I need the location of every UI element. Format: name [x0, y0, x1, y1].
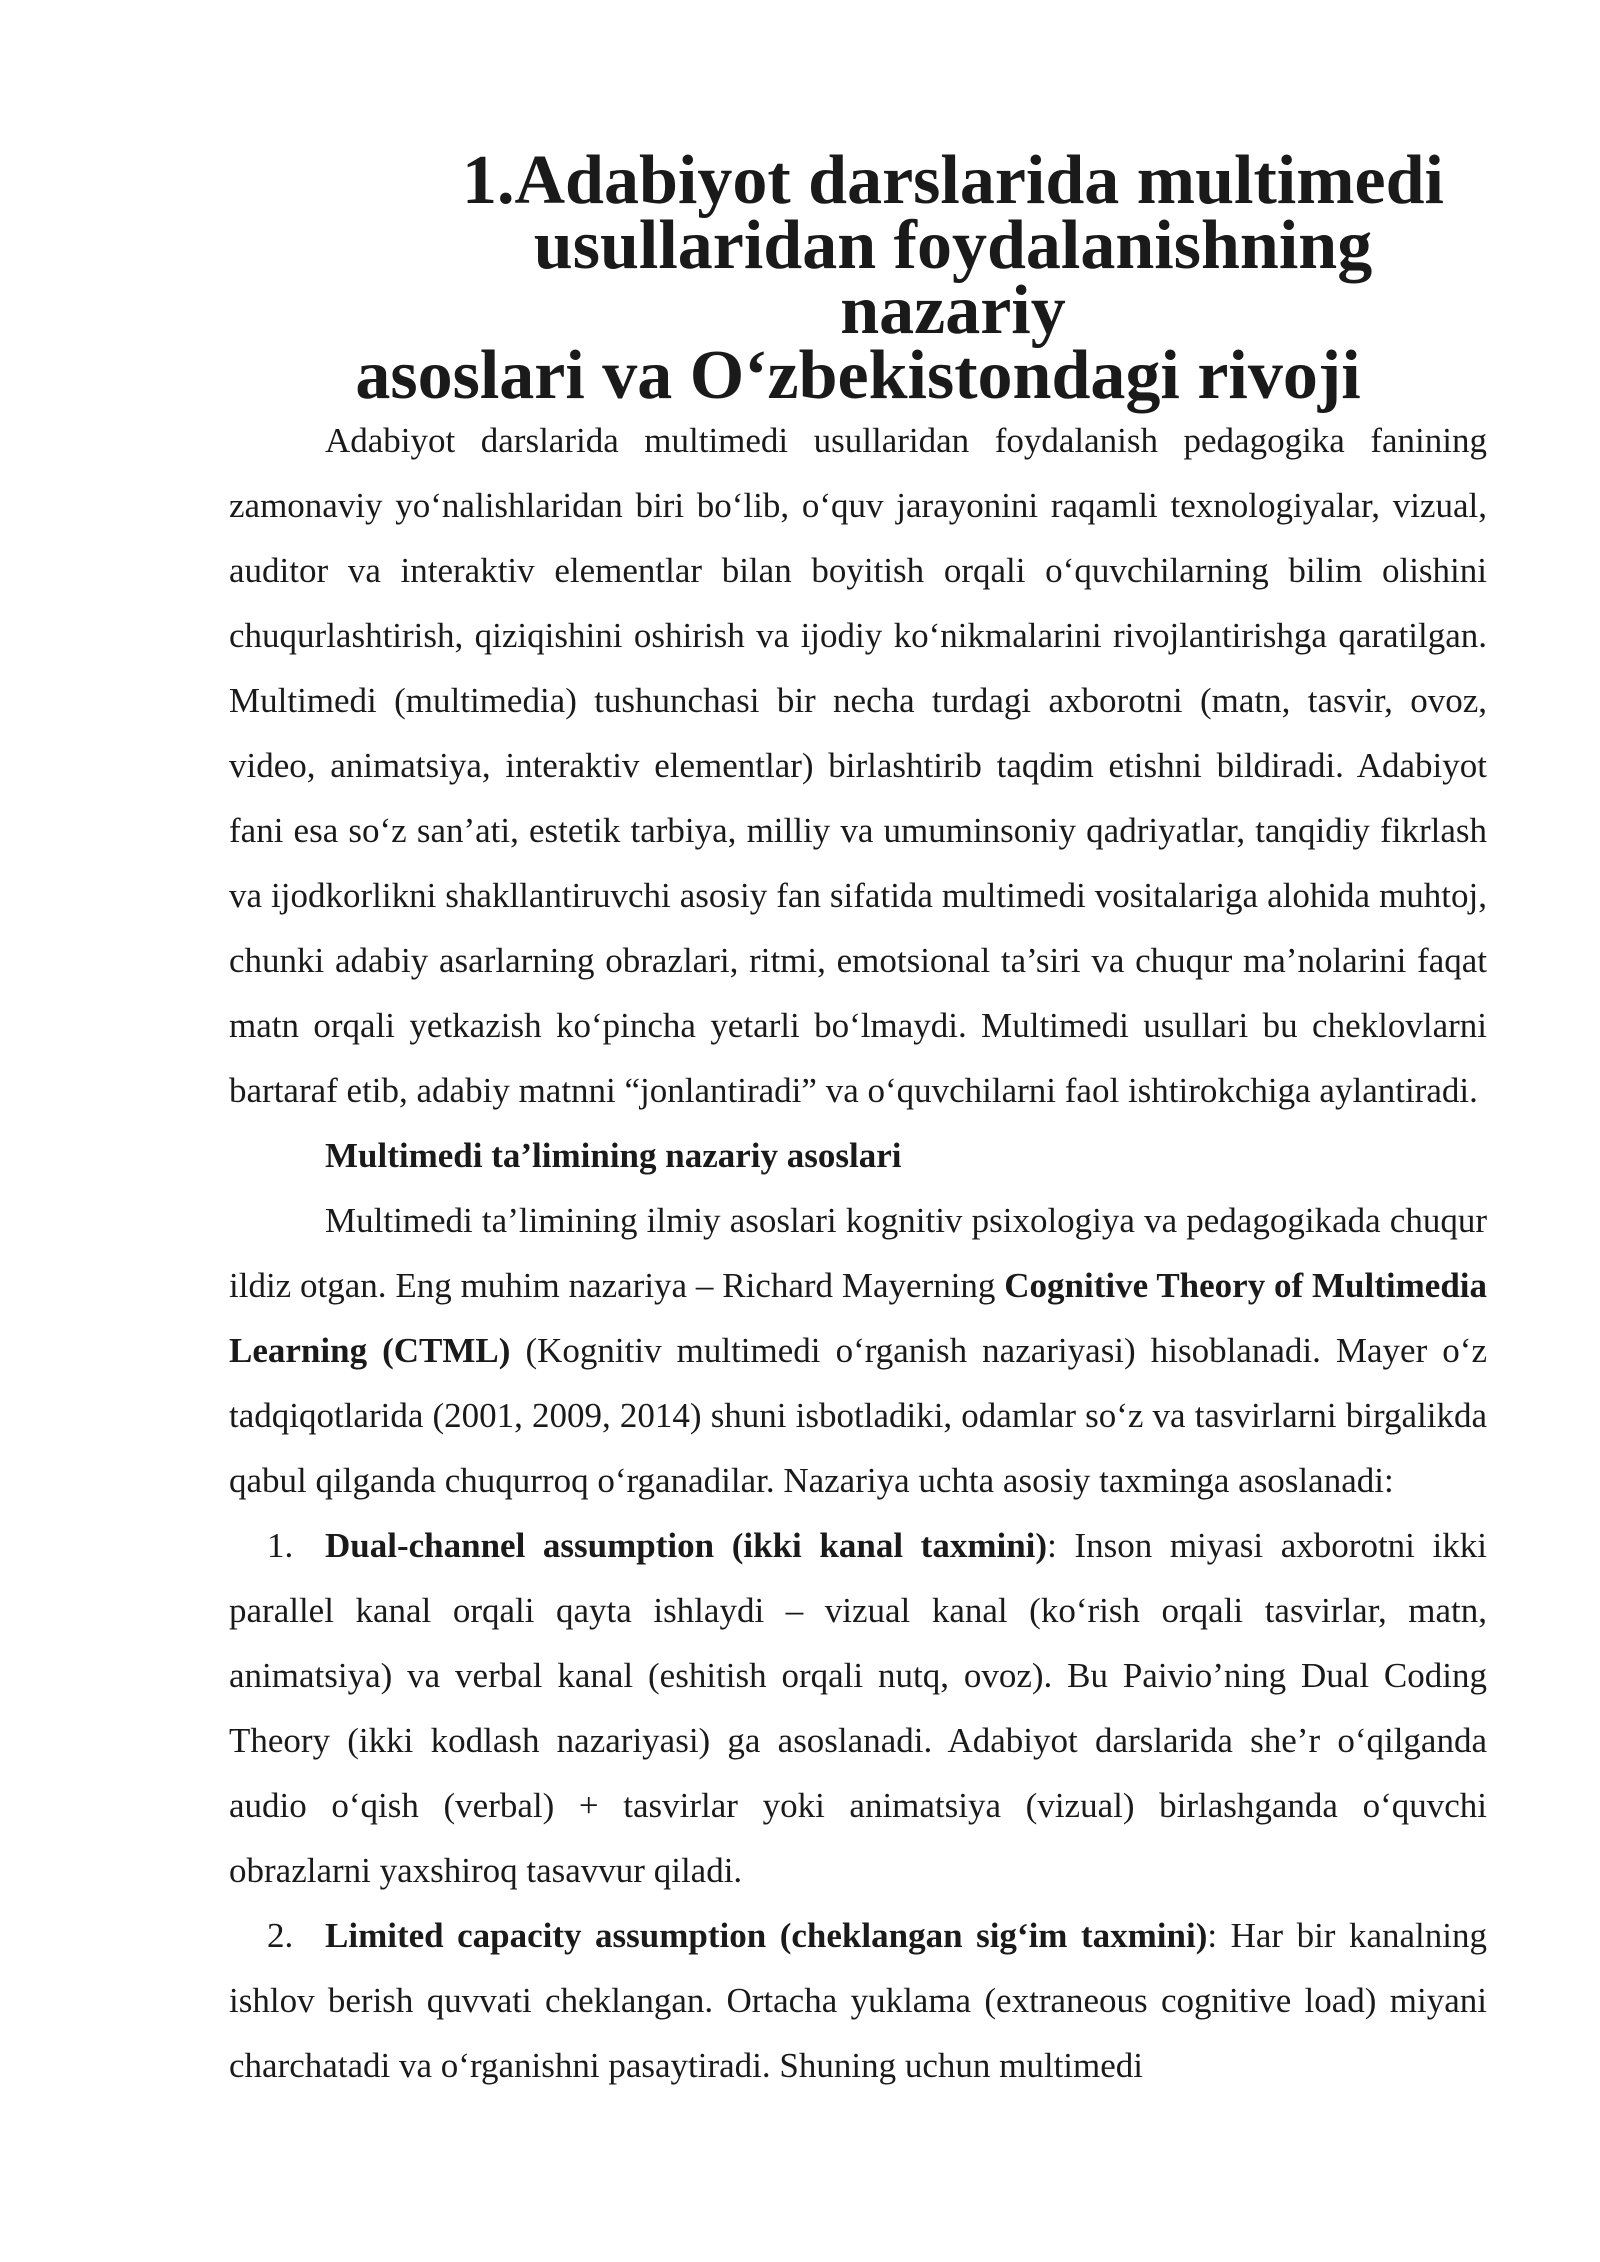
title-line-1: 1.Adabiyot darslarida multimedi usullaridan foydalanishning nazariy [461, 142, 1445, 349]
title-line-2: asoslari va O‘zbekistondagi rivoji [355, 337, 1361, 414]
document-page [229, 142, 1488, 2098]
list-text-1: : Inson miyasi axborotni ikki parallel kanal orqali qayta ishlaydi – vizual kanal (ko‘rish orqali tasvirlar, matn, animatsiya) va verbal kanal (eshitish orqali nutq, ovoz). Bu Paivio’ning Dual Coding Theory (ikki kodlash nazariyasi) ga asoslanadi. Adabiyot darslarida she’r o‘qilganda audio o‘qish (verbal) + tasvirlar yoki animatsiya (vizual) birlashganda o‘quvchi obrazlarni yaxshiroq tasavvur qiladi. [229, 1526, 1487, 1890]
list-item-1 [229, 1513, 1487, 1903]
list-number-1: 1. [267, 1526, 294, 1565]
list-item-2 [229, 1903, 1487, 2098]
list-term-2: Limited capacity assumption (cheklangan sig‘im taxmini) [325, 1916, 1208, 1955]
intro-paragraph: Adabiyot darslarida multimedi usullaridan foydalanish pedagogika fanining zamonaviy yo‘nalishlaridan biri bo‘lib, o‘quv jarayonini raqamli texnologiyalar, vizual, auditor va interaktiv elementlar bilan boyitish orqali o‘quvchilarning bilim olishini chuqurlashtirish, qiziqishini oshirish va ijodiy ko‘nikmalarini rivojlantirishga qaratilgan. Multimedi (multimedia) tushunchasi bir necha turdagi axborotni (matn, tasvir, ovoz, video, animatsiya, interaktiv elementlar) birlashtirib taqdim etishni bildiradi. Adabiyot fani esa so‘z san’ati, estetik tarbiya, milliy va umuminsoniy qadriyatlar, tanqidiy fikrlash va ijodkorlikni shakllantiruvchi asosiy fan sifatida multimedi vositalariga alohida muhtoj, chunki adabiy asarlarning obrazlari, ritmi, emotsional ta’siri va chuqur ma’nolarini faqat matn orqali yetkazish ko‘pincha yetarli bo‘lmaydi. Multimedi usullari bu cheklovlarni bartaraf etib, adabiy matnni “jonlantiradi” va o‘quvchilarni faol ishtirokchiga aylantiradi. [229, 421, 1487, 1110]
theory-text-before: Multimedi ta’limining ilmiy asoslari kognitiv psixologiya va pedagogikada chuqur ildiz otgan. Eng muhim nazariya – Richard Mayerning [229, 1201, 1487, 1305]
list-text-2: : Har bir kanalning ishlov berish quvvati cheklangan. Ortacha yuklama (extraneous cognitive load) miyani charchatadi va o‘rganishni pasaytiradi. Shuning uchun multimedi [229, 1916, 1487, 2085]
theory-paragraph [229, 1188, 1487, 1513]
document-title [229, 142, 1487, 414]
list-number-2: 2. [267, 1916, 294, 1955]
list-term-1: Dual-channel assumption (ikki kanal taxmini) [325, 1526, 1048, 1565]
section-subheading: Multimedi ta’limining nazariy asoslari [325, 1136, 902, 1175]
theory-bold-term: Cognitive Theory of Multimedia Learning (CTML) [229, 1266, 1488, 1370]
theory-text-after: (Kognitiv multimedi o‘rganish nazariyasi) hisoblanadi. Mayer o‘z tadqiqotlarida (2001, 2009, 2014) shuni isbotladiki, odamlar so‘z va tasvirlarni birgalikda qabul qilganda chuqurroq o‘rganadilar. Nazariya uchta asosiy taxminga asoslanadi: [229, 1331, 1487, 1500]
